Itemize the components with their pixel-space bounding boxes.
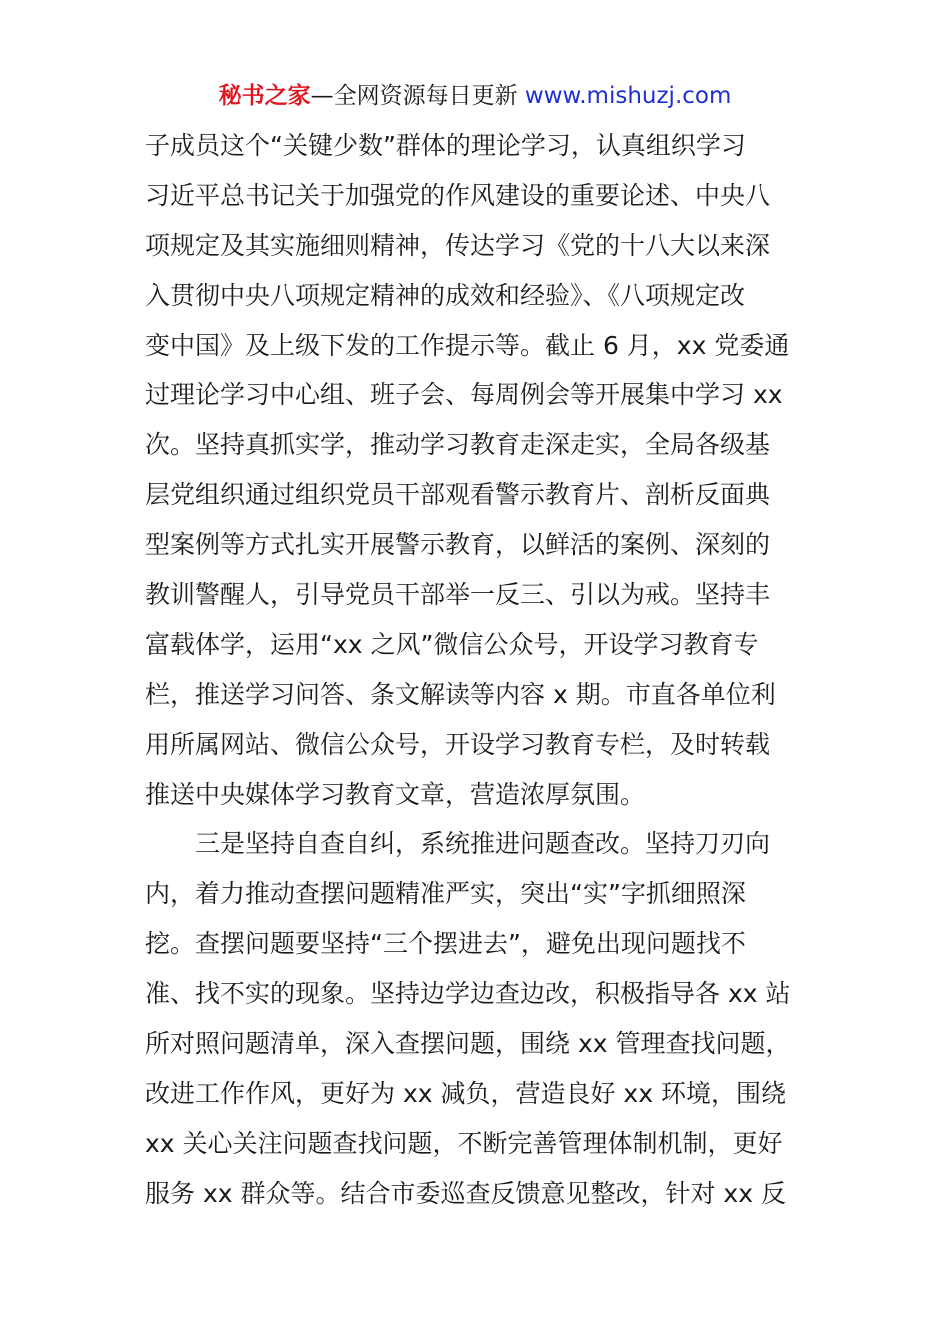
text-line: 教训警醒人，引导党员干部举一反三、引以为戒。坚持丰 bbox=[145, 580, 771, 610]
text-line: 层党组织通过组织党员干部观看警示教育片、剖析反面典 bbox=[145, 480, 771, 510]
text-line: 改进工作作风，更好为 xx 减负，营造良好 xx 环境，围绕 bbox=[145, 1078, 786, 1108]
text-line: 服务 xx 群众等。结合市委巡查反馈意见整改，针对 xx 反 bbox=[145, 1178, 786, 1208]
text-line: 挖。查摆问题要坚持“三个摆进去”，避免出现问题找不 bbox=[145, 929, 746, 959]
text-line: 习近平总书记关于加强党的作风建设的重要论述、中央八 bbox=[145, 180, 771, 210]
site-header bbox=[0, 80, 950, 112]
text-line: 准、找不实的现象。坚持边学边查边改，积极指导各 xx 站 bbox=[145, 979, 791, 1009]
site-slogan: —全网资源每日更新 bbox=[310, 83, 525, 109]
text-line: 用所属网站、微信公众号，开设学习教育专栏，及时转载 bbox=[145, 729, 771, 759]
site-url[interactable]: www.mishuzj.com bbox=[524, 83, 732, 109]
text-line: 推送中央媒体学习教育文章，营造浓厚氛围。 bbox=[145, 779, 646, 809]
text-line: 次。坚持真抓实学，推动学习教育走深走实，全局各级基 bbox=[145, 430, 771, 460]
text-line: xx 关心关注问题查找问题，不断完善管理体制机制，更好 bbox=[145, 1128, 783, 1158]
site-brand: 秘书之家 bbox=[218, 83, 311, 109]
text-line: 项规定及其实施细则精神，传达学习《党的十八大以来深 bbox=[145, 230, 771, 260]
text-line: 入贯彻中央八项规定精神的成效和经验》、《八项规定改 bbox=[145, 280, 746, 310]
document-body bbox=[145, 121, 810, 1219]
text-line: 三是坚持自查自纠，系统推进问题查改。坚持刀刃向 bbox=[145, 829, 771, 859]
text-line: 内，着力推动查摆问题精准严实，突出“实”字抓细照深 bbox=[145, 879, 746, 909]
text-line: 型案例等方式扎实开展警示教育，以鲜活的案例、深刻的 bbox=[145, 530, 771, 560]
text-line: 子成员这个“关键少数”群体的理论学习，认真组织学习 bbox=[145, 131, 746, 160]
text-line: 富载体学，运用“xx 之风”微信公众号，开设学习教育专 bbox=[145, 629, 759, 659]
text-line: 变中国》及上级下发的工作提示等。截止 6 月，xx 党委通 bbox=[145, 330, 790, 360]
text-line: 栏，推送学习问答、条文解读等内容 x 期。市直各单位利 bbox=[145, 679, 776, 709]
text-line: 所对照问题清单，深入查摆问题，围绕 xx 管理查找问题， bbox=[145, 1029, 791, 1059]
text-line: 过理论学习中心组、班子会、每周例会等开展集中学习 xx bbox=[145, 380, 783, 410]
